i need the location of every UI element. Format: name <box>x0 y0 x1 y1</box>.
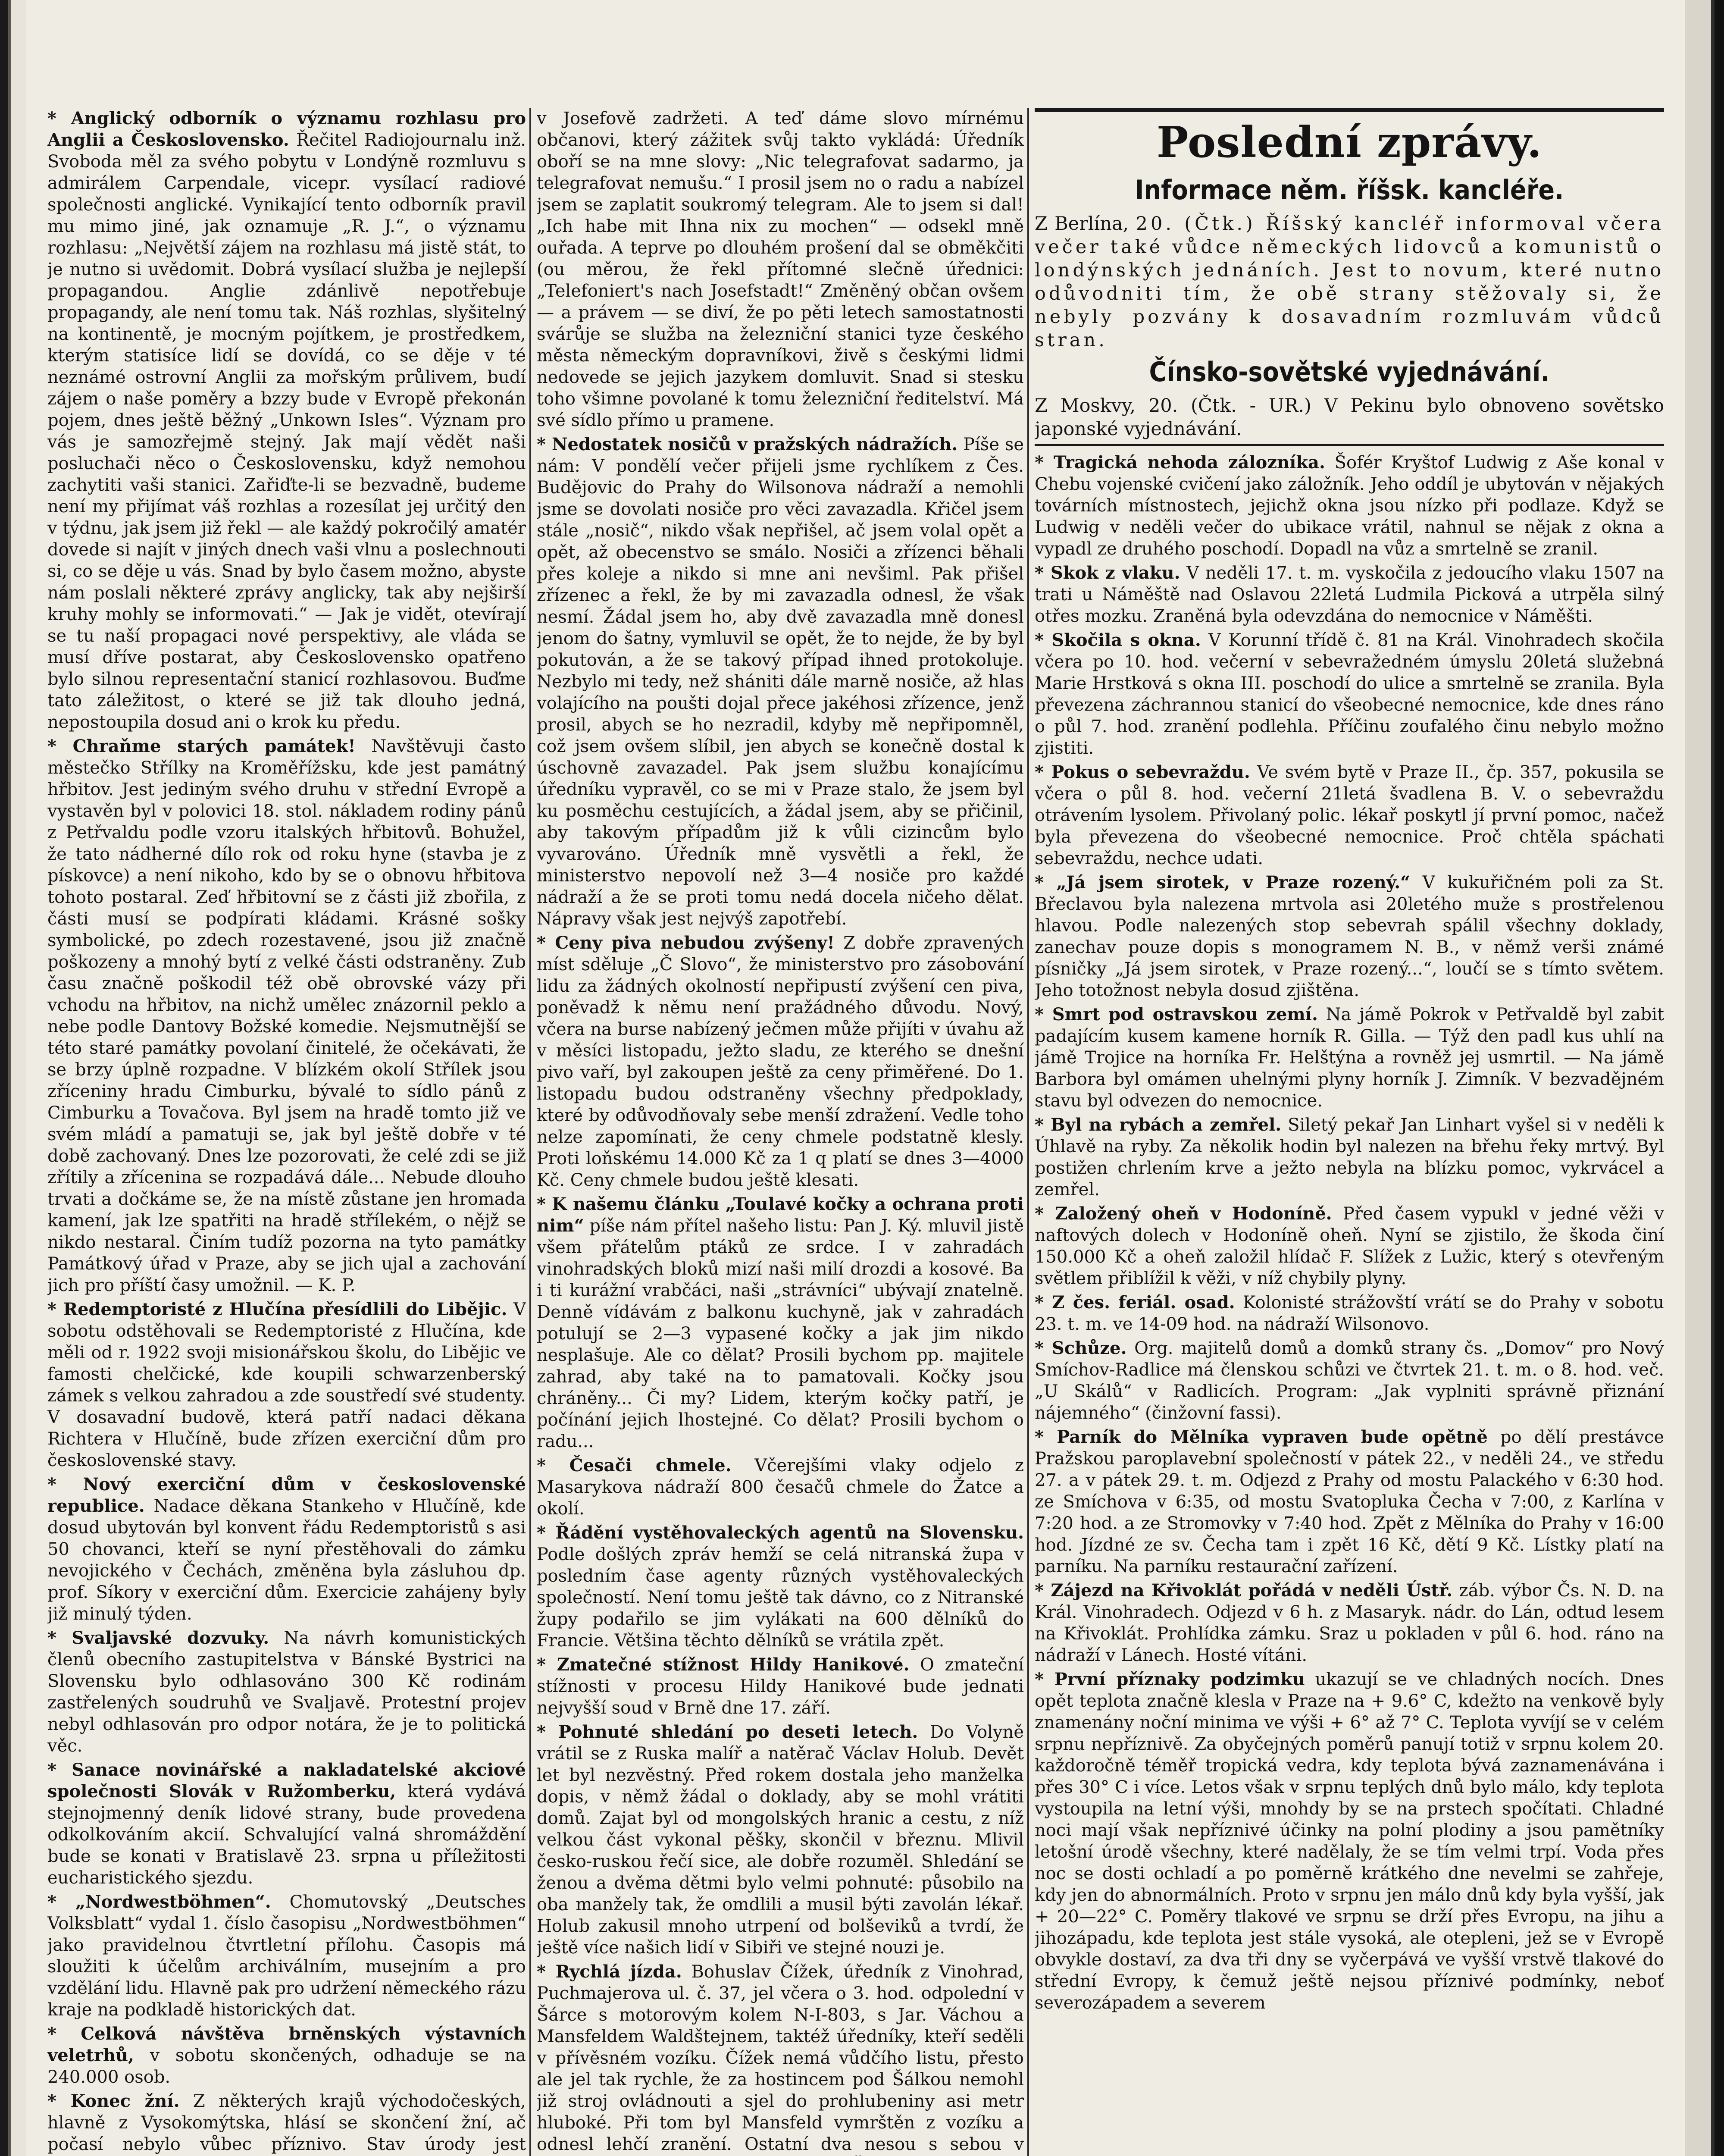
article-bullet: * <box>1035 1115 1051 1135</box>
article-bullet: * <box>1035 1203 1055 1224</box>
article-body: Z dobře zpravených míst sděluje „Č Slovo“, že ministerstvo pro zásobování lidu za žádných okolností nepřipustí zvýšení cen piva, poněvadž k němu není pražádného důvodu. Nový, včera na burse nabízený ječmen může přijíti v úvahu až v měsíci listopadu, ježto sladu, ze kterého se dnešní pivo vaří, byl zakoupen ještě za ceny přiměřené. Do 1. listopadu budou odstraněny všechny předpoklady, které by odůvodňovaly sebe menší zdražení. Vedle toho nelze zapomínati, že ceny chmele podstatně klesly. Proti loňskému 14.000 Kč za 1 q platí se dnes 3—4000 Kč. Ceny chmele budou ještě klesati. <box>537 933 1024 1190</box>
article-bullet: * <box>537 1194 552 1214</box>
article-bullet: * <box>47 1760 72 1780</box>
news-article <box>1035 1004 1664 1112</box>
news-article <box>1035 630 1664 759</box>
article-body: v Josefově zadržeti. A teď dáme slovo mírnému občanovi, který zážitek svůj takto vykládá: Úředník oboří se na mne slovy: „Nic telegrafovat sadarmo, ja telegrafovat nemušu.“ I prosil jsem no o radu a nabízel jsem se zaplatit soukromý telegram. Ale to jsem si dal! „Ich habe mit Ihna nix zu mochen“ — odsekl mně ouřada. A teprve po dlouhém prošení dal se obměkčiti (ou měrou, že řekl přítomné slečně úřednici: „Telefoniert's nach Josefstadt!“ Změněný občan ovšem — a právem — se diví, že po pěti letech samostatnosti svárůje se služba na železniční stanici tyze českého města německým dopravníkovi, živě s českými lidmi nedovede se jejich jazykem domluvit. Snad si stesku toho všimne povolané k tomu železniční ředitelství. Má své sídlo přímo u pramene. <box>537 109 1024 430</box>
article-headline: Česači chmele. <box>569 1455 732 1476</box>
article-headline: Parník do Mělníka vypraven bude opětně <box>1057 1427 1488 1447</box>
article-headline: Založený oheň v Hodoníně. <box>1055 1203 1332 1224</box>
article-headline: Chraňme starých památek! <box>72 736 356 756</box>
news-article <box>1035 1669 1664 2014</box>
article-bullet: * <box>537 933 555 953</box>
news-article <box>47 1627 526 1757</box>
article-bullet: * <box>47 736 73 756</box>
article-headline: Zájezd na Křivoklát pořádá v neděli Ústř. <box>1051 1580 1453 1601</box>
article-bullet: * <box>1035 1338 1052 1358</box>
article-body: Chomutovský „Deutsches Volksblatt“ vydal 1. číslo časopisu „Nordwestböhmen“ jako pravidelnou čtvrtletní přílohu. Časopis má sloužiti k účelům archiválním, musejním a pro vzdělání lidu. Hlavně pak pro udržení německého rázu kraje na podkladě historických dat. <box>47 1892 526 2020</box>
article-bullet: * <box>537 1722 558 1742</box>
article-bullet: * <box>537 1962 556 1982</box>
article-body: Na návrh komunistických členů obecního zastupitelstva v Bánské Bystrici na Slovensku bylo odhlasováno 300 Kč rodinám zastřelených soudruhů ve Svaljavě. Protestní projev nebyl odhlasován pro odpor notára, že je to politická věc. <box>47 1628 526 1756</box>
article-body: Z některých krajů východočeských, hlavně z Vysokomýtska, hlásí se skončení žní, ač počasí nebylo vůbec příznivo. Stav úrody jest <box>47 2091 526 2154</box>
article-body: Šofér Kryštof Ludwig z Aše konal v Chebu vojenské cvičení jako záložník. Jeho oddíl je ubytován v nějakých továrních místnostech, jejichž okna jsou nízko při podlaze. Když se Ludwig v neděli večer do ubikace vrátil, nahnul se nějak z okna a vypadl ze druhého poschodí. Dopadl na vůz a smrtelně se zranil. <box>1035 453 1664 559</box>
article-body: O zmateční stížnosti v procesu Hildy Hanikové bude jednati nejvyšší soud v Brně dne 17. září. <box>537 1655 1024 1718</box>
article-body: v sobotu skončených, odhaduje se na 240.000 osob. <box>47 2046 526 2087</box>
news-article <box>1035 1114 1664 1200</box>
column-1 <box>47 108 526 2156</box>
article-body: 20. (Čtk. - UR.) V Pekinu bylo obnoveno sovětsko japonské vyjednávání. <box>1035 395 1664 440</box>
article-bullet: * <box>1035 762 1051 782</box>
article-headline: Ceny piva nebudou zvýšeny! <box>555 933 835 953</box>
article-headline: K našemu článku „Toulavé kočky a ochrana proti nim“ <box>537 1194 1024 1236</box>
article-body: Nadace děkana Stankeho v Hlučíně, kde dosud ubytován byl konvent řádu Redemptoristů s asi 50 chovanci, kteří se nyní přestěhovali do zámku nevojického v Čechách, změněna byla zásluhou dp. prof. Síkory v exerciční dům. Exercicie zahájeny byly již minulý týden. <box>47 1496 526 1624</box>
article-headline: Pohnuté shledání po deseti letech. <box>558 1722 918 1742</box>
news-article <box>537 1522 1024 1651</box>
article-headline: Řádění vystěhovaleckých agentů na Slovensku. <box>555 1523 1024 1543</box>
news-article <box>47 1759 526 1889</box>
news-article <box>47 1474 526 1625</box>
article-body: Řečitel Radiojournalu inž. Svoboda měl za svého pobytu v Londýně rozmluvu s admirálem Carpendale, vicepr. vysílací radiové společnosti anglické. Vynikající tento odborník pravil mu mimo jiné, jak oznamuje „R. J.“, o významu rozhlasu: „Největší zájem na rozhlasu má jistě stát, to je nutno si uvědomit. Dobrá vysílací služba je nejlepší propagandou. Anglie zdánlivě nepotřebuje propagandy, ale není tomu tak. Náš rozhlas, slyšitelný na kontinentě, je mocným pojítkem, je prostředkem, kterým statisíce lidí se dovídá, co se děje v té neznámé ostrovní Anglii za mořským průlivem, budí zájem o naše poměry a bzzy bude v Evropě překonán pojem, dnes ještě běžný „Unkown Isles“. Význam pro vás je samozřejmě stejný. Jak mají vědět naši posluchači něco o Československu, když nemohou zachytiti vaši stanici. Zařiďte-li se bezvadně, budeme není my přijímat váš rozhlas a rozesílat jej určitý den v týdnu, jak jsem již řekl — ale každý pokročilý amatér dovede si najít v jiných dnech vaši vlnu a poslechnouti si, co se děje u vás. Snad by bylo časem možno, abyste nám poslali některé zprávy anglicky, tak aby nejširší kruhy mohly se informovati.“ — Jak je vidět, otevírají se tu naší propagaci nové perspektivy, ale vláda se musí dříve postarat, aby Československo opatřeno bylo silnou representační stanicí rozhlasovou. Buďme tato záležitost, o které se již tak dlouho jedná, nepostoupila dosud ani o krok ku předu. <box>47 130 526 732</box>
news-article <box>537 932 1024 1191</box>
article-body: V sobotu odstěhovali se Redemptoristé z Hlučína, kde měli od r. 1922 svoji misionářskou školu, do Libějic ve famosti chelčické, kde koupili schwarzenberský zámek s velkou zahradou a zde soustředí své studenty. V dosavadní budově, která patří nadaci děkana Richtera v Hlučíně, bude zřízen exerciční dům pro československé stavy. <box>47 1300 526 1470</box>
news-article <box>1035 761 1664 869</box>
bulletin-article <box>1035 394 1664 441</box>
article-body: Na jámě Pokrok v Petřvaldě byl zabit padajícím kusem kamene horník R. Gilla. — Týž den padl kus uhlí na jámě Trojice na horníka Fr. Helštýna a rovněž jej usmrtil. — Na jámě Barbora byl omámen uhelnými plyny horník J. Zimník. V bezvadějném stavu byl odvezen do nemocnice. <box>1035 1005 1664 1111</box>
news-article <box>1035 1203 1664 1289</box>
article-headline: Nedostatek nosičů v pražských nádražích. <box>551 434 958 454</box>
article-headline: Tragická nehoda zálozníka. <box>1053 452 1325 473</box>
article-headline: Svaljavské dozvuky. <box>72 1628 269 1648</box>
news-article <box>47 108 526 733</box>
article-headline: Rychlá jízda. <box>555 1962 682 1982</box>
news-article <box>1035 1338 1664 1424</box>
article-body: Podle došlých zpráv hemží se celá nitranská župa v posledním čase agenty různých vystěhovaleckých společností. Není tomu ještě tak dávno, co z Nitranské župy podařilo se jim vylákati na 600 dělníků do Francie. Většina těchto dělníků se vrátila zpět. <box>537 1545 1024 1651</box>
article-headline: Z čes. feriál. osad. <box>1052 1292 1235 1313</box>
news-article <box>1035 452 1664 560</box>
article-bullet: * <box>1035 1292 1052 1313</box>
article-bullet: * <box>47 1628 72 1648</box>
news-article <box>537 1961 1024 2156</box>
article-bullet: * <box>1035 630 1052 650</box>
article-body: V neděli 17. t. m. vyskočila z jedoucího vlaku 1507 na trati u Náměště nad Oslavou 22letá Ludmila Picková a utrpěla silný otřes mozku. Zraněná byla odevzdána do nemocnice v Náměšti. <box>1035 563 1664 626</box>
article-body: Siletý pekař Jan Linhart vyšel si v neděli k Úhlavě na ryby. Za několik hodin byl nalezen na břehu řeky mrtvý. Byl postižen chrlením krve a ježto nebyla na blízku pomoc, vykrvácel a zemřel. <box>1035 1115 1664 1200</box>
article-headline: Byl na rybách a zemřel. <box>1051 1115 1282 1135</box>
article-bullet: * <box>537 1655 557 1675</box>
article-headline: Schůze. <box>1051 1338 1127 1358</box>
article-bullet: * <box>537 1523 556 1543</box>
article-bullet: * <box>47 1892 76 1912</box>
article-bullet: * <box>537 1455 569 1476</box>
news-article <box>537 1194 1024 1452</box>
news-article <box>47 1299 526 1471</box>
article-headline: Redemptoristé z Hlučína přesídlili do Libějic. <box>63 1299 507 1319</box>
article-body: Do Volyně vrátil se z Ruska malíř a natěrač Václav Holub. Devět let byl nezvěstný. Před rokem dostala jeho manželka dopis, v němž žádal o doklady, aby se mohl vrátiti domů. Zajat byl od mongolských hranic a cestu, z níž velkou část vykonal pěšky, skončil v březnu. Mlivil česko-ruskou řečí sice, ale dobře rozuměl. Shledání se ženou a dvěma dětmi bylo velmi pohnuté: působilo na oba manžely tak, že omdlili a musil býti zavolán lékař. Holub zakusil mnoho utrpení od bolševiků a tvrdí, že ještě více našich lidí v Sibiři ve stejné nouzi je. <box>537 1722 1024 1958</box>
article-headline: Skočila s okna. <box>1051 630 1201 650</box>
article-bullet: * <box>47 2091 71 2111</box>
news-article <box>1035 562 1664 627</box>
column-2 <box>537 108 1024 2156</box>
article-body: V Korunní třídě č. 81 na Král. Vinohradech skočila včera po 10. hod. večerní v sebevražedném úmyslu 20letá služebná Marie Hrstková s okna III. poschodí do ulice a smrtelně se zranila. Byla převezena záchrannou stanicí do všeobecné nemocnice, kde dnes ráno o půl 7. hod. zranění podlehla. Příčinu zoufalého činu nebylo možno zjistiti. <box>1035 630 1664 758</box>
article-body: píše nám přítel našeho listu: Pan J. Ký. mluvil jistě všem přátelům ptáků ze srdce. I v zahradách vinohradských bloků mizí naši milí drozdi a kosové. Ba i ti kurážní vrabčáci, naši „strávníci“ ubývají znatelně. Denně vídávám z balkonu kuchyně, jak v zahradách potulují se 2—3 vypasené kočky a jak jim nikdo nesplašuje. Ale co dělat? Prosili bychom pp. majitele zahrad, aby také na to pamatovali. Kočky jsou chráněny... Či my? Lidem, kterým kočky patří, je počínání jejich lhostejné. Co dělat? Prosili bychom o radu... <box>537 1216 1024 1451</box>
page-edge-left <box>0 0 26 2156</box>
article-headline: Smrt pod ostravskou zemí. <box>1052 1004 1318 1025</box>
article-bullet: * <box>47 2024 81 2044</box>
article-headline: Zmatečné stížnost Hildy Hanikové. <box>557 1655 910 1675</box>
bulletin-article <box>1035 212 1664 352</box>
news-article <box>1035 1426 1664 1577</box>
article-dateline: Z Moskvy, <box>1035 395 1136 417</box>
article-body: po dělí prestávce Pražskou paroplavební společností v pátek 22., v neděli 24., ve středu 27. a v pátek 29. t. m. Odjezd z Prahy od mostu Palackého v 6:30 hod. ze Smíchova v 6:35, od mostu Svatopluka Čecha v 7:00, z Karlína v 7:20 hod. a ze Stromovky v 7:40 hod. Zpět z Mělníka do Prahy v 16:00 hod. Jízdné ze sv. Čecha tam i zpět 16 Kč, dětí 9 Kč. Lístky platí na parníku. Na parníku restaurační zařízení. <box>1035 1427 1664 1576</box>
article-body: která vydává stejnojmenný deník lidové strany, bude provedena odkolkováním akcií. Schvalující valná shromáždění bude se konati v Bratislavě 23. srpna u příležitosti eucharistického sjezdu. <box>47 1782 526 1888</box>
article-body: Kolonisté strážovští vrátí se do Prahy v sobotu 23. t. m. ve 14-09 hod. na nádraží Wilsonovo. <box>1035 1293 1664 1334</box>
article-bullet: * <box>1035 452 1054 473</box>
news-list <box>1035 452 1664 2014</box>
bulletin-subtitle: Informace něm. říšsk. kancléře. <box>1135 174 1564 206</box>
article-headline: Nový exerciční dům v československé republice. <box>47 1474 526 1516</box>
article-body: 20. (Čtk.) Říšský kancléř informoval včera večer také vůdce německých lidovců a komunistů o londýnských jednáních. Jest to novum, které nutno odůvodniti tím, že obě strany stěžovaly si, že nebyly pozvány k dosavadním rozmluvám vůdců stran. <box>1035 213 1664 351</box>
column-rule <box>529 108 531 2156</box>
bulletin-title: Poslední zprávy. <box>1156 118 1543 167</box>
bulletin-top-rule <box>1035 108 1664 112</box>
article-bullet: * <box>1035 1427 1057 1447</box>
news-article <box>47 2090 526 2156</box>
article-body: ukazují se ve chladných nocích. Dnes opět teplota značně klesla v Praze na + 9.6° C, kdežto na venkově byly znamenány noční minima ve výši + 6° až 7° C. Teplota vyvíjí se v celém srpnu nepříznivě. Za obyčejných poměrů panují totiž v srpnu kolem 20. každoročně téměř tropická vedra, kdy teplota bývá zaznamenávána i přes 30° C i více. Letos však v srpnu teplých dnů bylo málo, kdy teplota vystoupila na letní výši, mnohdy by se na prstech spočítati. Chladné noci mají však nepříznivé účinky na polní plodiny a jsou pamětníky letošní úrodě všechny, které nadělaly, že se tím velmi trpí. Voda přes noc se dosti ochladí a po poměrně krátkého dne nevelmi se zahřeje, kdy jen do abnormálních. Proto v srpnu jen málo dnů kdy byla vyšší, jak + 20—22° C. Poměry tlakové ve srpnu se drží přes Evropu, na jihu a jihozápadu, kde teplota jest stále vysoká, ale otepleni, jež se v Evropě obvykle dostaví, za dva tři dny se vyčerpává ve vyšší vrstvě tlakové do střední Evropy, k čemuž ještě nejsou příznivé podmínky, neboť severozápadem a severem <box>1035 1670 1664 2013</box>
page-edge-right <box>1685 0 1724 2156</box>
article-headline: „Nordwestböhmen“. <box>75 1892 271 1912</box>
news-article <box>1035 872 1664 1001</box>
article-headline: Pokus o sebevraždu. <box>1051 762 1250 782</box>
bulletin-subtitle: Čínsko-sovětské vyjednávání. <box>1149 356 1550 388</box>
article-body: Ve svém bytě v Praze II., čp. 357, pokusila se včera o půl 8. hod. večerní 21letá švadlena B. V. o sebevraždu otrávením lysolem. Přivolaný polic. lékař poskytl jí první pomoc, načež byla převezena do všeobecné nemocnice. Proč chtěla spáchati sebevraždu, nechce udati. <box>1035 762 1664 868</box>
article-headline: První příznaky podzimku <box>1054 1669 1305 1689</box>
news-article <box>537 1455 1024 1520</box>
article-bullet: * <box>1035 1580 1051 1601</box>
article-bullet: * <box>47 1299 63 1319</box>
section-rule <box>1035 444 1664 446</box>
article-body: Píše se nám: V pondělí večer přijeli jsme rychlíkem z Čes. Budějovic do Prahy do Wilsonova nádraží a nemohli jsme se dovolati nosiče pro věci zavazadla. Křičel jsem stále „nosič“, nikdo však nepřišel, ač jsem volal opět a opět, až obecenstvo se smálo. Nosiči a zřízenci běhali přes koleje a nikdo si mne ani nevšiml. Pak přišel zřízenec a řekl, že by mi zavazadla odnesl, že však nesmí. Žádal jsem ho, aby dvě zavazadla mně donesl jenom do šatny, vymluvil se opět, že to nejde, že by byl pokutován, a že se takový případ ihned protokoluje. Nezbylo mi tedy, než shániti dále marně nosiče, až hlas volajícího na poušti dojal přece jakéhosi zřízence, jenž prosil, abych se ho nezradil, kdyby mě nepřipomněl, což jsem ovšem slíbil, jen abych se konečně dostal k úschovně zavazadel. Pak jsem službu konajícímu úředníku vypravěl, co se mi v Praze stalo, že jsem byl ku posměchu cestujících, a žádal jsem, aby se přičinil, aby takovým případům již k vůli cizincům bylo vyvarováno. Úředník mně vysvětli a řekl, že ministerstvo nepovolí než 3—4 nosiče pro každé nádraží a že se proti tomu nedá docela ničeho dělat. Nápravy však jest nejvýš zapotřebí. <box>537 435 1024 929</box>
news-article <box>537 434 1024 930</box>
article-dateline: Z Berlína, <box>1035 213 1129 235</box>
news-article <box>537 108 1024 431</box>
article-body: Před časem vypukl v jedné věži v naftových dolech v Hodoníně oheň. Nyní se zjistilo, že škoda činí 150.000 Kč a oheň založil hlídač F. Slížek z Lužic, který s otevřeným světlem přiblížil k věži, v níž chybily plyny. <box>1035 1204 1664 1288</box>
article-body: Bohuslav Čížek, úředník z Vinohrad, Puchmajerova ul. č. 37, jel včera o 3. hod. odpolední v Šárce s motorovým kolem N-I-803, s Jar. Váchou a Mansfeldem Waldštejnem, taktéž úředníky, kteří seděli v přívěsném vozíku. Čížek nemá vůdčího listu, přesto ale jel tak rychle, že za hostincem pod Šálkou nemohl již stroj ovládnouti a sjel do prohlubeniny asi metr hluboké. Při tom byl Mansfeld vymrštěn z vozíku a odnesl lehčí zranění. Ostatní dva nesou s sebou v <box>537 1962 1024 2154</box>
article-body: V kukuřičném poli za St. Břeclavou byla nalezena mrtvola asi 20letého muže s prostřelenou hlavou. Podle nalezených stop sebevrah spálil všechny doklady, zanechav pouze dopis s monogramem N. B., v němž verši známé písničky „Já jsem sirotek, v Praze rozený...“, loučí se s tímto světem. Jeho totožnost nebyla dosud zjištěna. <box>1035 873 1664 1000</box>
article-body: Včerejšími vlaky odjelo z Masarykova nádraží 800 česačů chmele do Žatce a okolí. <box>537 1456 1024 1519</box>
article-bullet: * <box>47 1474 83 1495</box>
article-headline: Konec žní. <box>70 2091 180 2111</box>
article-headline: Skok z vlaku. <box>1050 563 1180 583</box>
article-headline: Sanace novinářské a nakladatelské akciové společnosti Slovák v Ružomberku, <box>47 1760 526 1802</box>
article-bullet: * <box>47 108 71 128</box>
article-body: Navštěvuji často městečko Střílky na Kroměřížsku, kde jest památný hřbitov. Jest jediným svého druhu v střední Evropě a vystavěn byl v polovici 18. stol. nákladem rodiny pánů z Petřvaldu podle vzoru italských hřbitovů. Bohužel, že tato nádherné dílo rok od roku hyne (stavba je z pískovce) a není nikoho, kdo by se o obnovu hřbitova tohoto postaral. Zeď hřbitovní se z části již zbořila, z části musí se podpírati kládami. Krásné sošky symbolické, po zdech rozestavené, jsou již značně poškozeny a mnohý bytí z velké části odstraněny. Zub času značně poškodil též obě obrovské vázy při vchodu na hřbitov, na nichž umělec znázornil peklo a nebe podle Dantovy Božské komedie. Nejsmutnější se této staré památky povolaní činitelé, že očekávati, že se brzy úplně rozpadne. V blízkém okolí Střílek jsou zříceniny hradu Cimburku, bývalé to sídlo pánů z Cimburku a Tovačova. Byl jsem na hradě tomto již ve svém mládí a pamatuji se, jak byl ještě dobře v té době zachovaný. Dnes lze pozorovati, že celé zdi se již zřítily a zřícenina se rozpadává dále... Nebude dlouho trvati a dočkáme se, že na místě zůstane jen hromada kamení, jak lze spatřiti na hradě střílekém, o nějž se nikdo nestaral. Činím tudíž pozorna na tyto památky Památkový úřad v Praze, aby se jich ujal a zachování jich pro příští časy umožnil. — K. P. <box>47 736 526 1295</box>
article-bullet: * <box>1035 563 1051 583</box>
article-bullet: * <box>537 434 552 454</box>
article-headline: Anglický odborník o významu rozhlasu pro Anglii a Československo. <box>47 108 526 150</box>
news-article <box>47 1891 526 2021</box>
column-3 <box>1035 108 1664 2156</box>
news-article <box>1035 1292 1664 1335</box>
news-article <box>537 1721 1024 1959</box>
article-bullet: * <box>1035 1004 1052 1025</box>
column-rule <box>1027 108 1029 2156</box>
article-bullet: * <box>1035 872 1057 893</box>
article-headline: Celková návštěva brněnských výstavních veletrhů, <box>47 2024 526 2065</box>
news-article <box>1035 1580 1664 1666</box>
news-article <box>47 736 526 1296</box>
article-body: záb. výbor Čs. N. D. na Král. Vinohradech. Odjezd v 6 h. z Masaryk. nádr. do Lán, odtud lesem na Křivoklát. Prohlídka zámku. Sraz u pokladen v půl 6. hod. ráno na nádraží v Lánech. Hosté vítáni. <box>1035 1581 1664 1665</box>
news-article <box>47 2023 526 2088</box>
article-bullet: * <box>1035 1669 1054 1689</box>
article-body: Org. majitelů domů a domků strany čs. „Domov“ pro Nový Smíchov-Radlice má členskou schůzi ve čtvrtek 21. t. m. o 8. hod. več. „U Skálů“ v Radlicích. Program: „Jak vyplniti správně přiznání nájemného“ (činžovní fassi). <box>1035 1338 1664 1423</box>
article-headline: „Já jsem sirotek, v Praze rozený.“ <box>1056 872 1411 893</box>
news-article <box>537 1654 1024 1719</box>
